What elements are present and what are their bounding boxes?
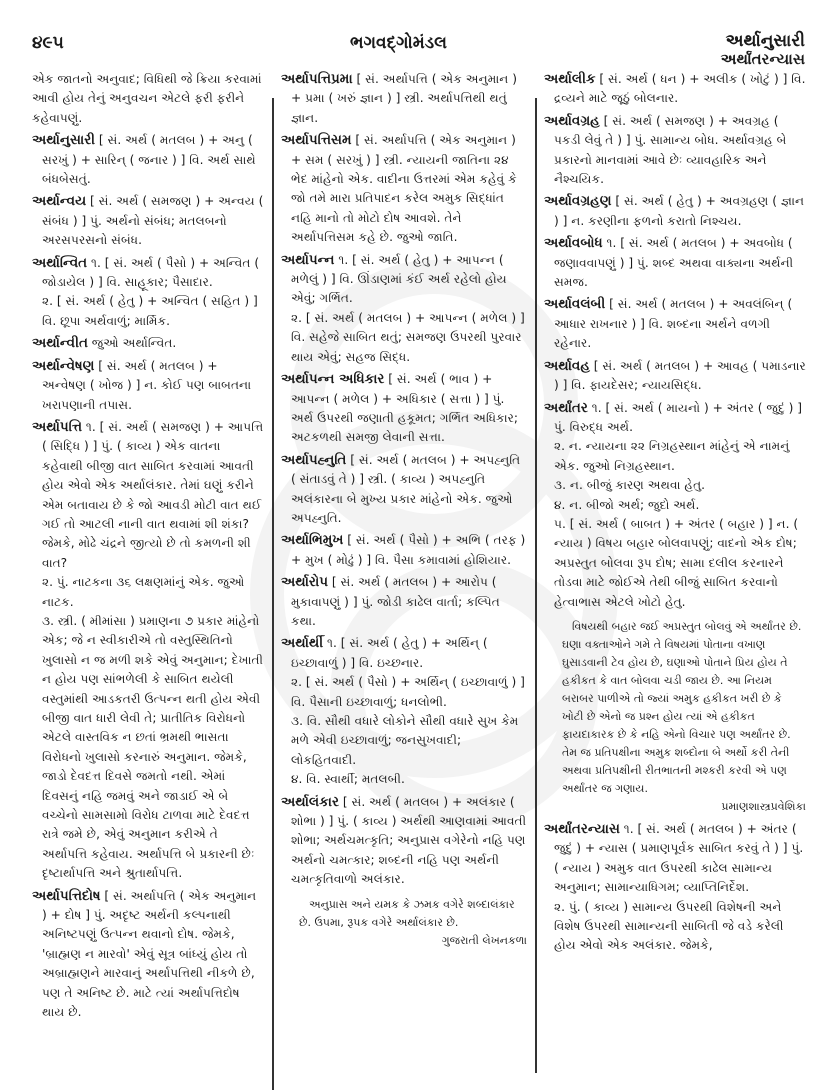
- sense-text: [ સં. અર્થ ( સમજણ ) + અવગ્રહ ( પકડી લેવું તે ) ] પું. સામાન્ય બોધ. અર્થાવગ્રહ બે પ્રકારનો માનવામાં આવે છેઃ વ્યાવહારિક અને નૈશ્ચયિક.: [554, 113, 787, 187]
- sense-text: ૧. [ સં. અર્થ ( મતલબ ) + અંતર ( જુદું ) + ન્યાસ ( પ્રમાણપૂર્વક સાબિત કરવું તે ) ] પું. ( ન્યાય ) અમુક વાત ઉપરથી કાઢેલ સામાન્ય અનુમાન; સામાન્યાધિગમ; વ્યાપ્તિનિર્દેશ.: [554, 821, 804, 895]
- sense-text: ૨. [ સં. અર્થ ( હેતુ ) + અન્વિત ( સહિત ) ] વિ. છૂપા અર્થવાળું; માર્મિક.: [42, 294, 258, 328]
- headword: અર્થાવબોધ: [544, 235, 603, 252]
- headword: અર્થાંતરન્યાસ: [544, 820, 620, 837]
- column-rule: [272, 98, 274, 1090]
- headword: અર્થાપન્ન: [281, 251, 335, 268]
- sense-text: [ સં. અર્થાપત્તિ ( એક અનુમાન ) + દોષ ] પું. અદૃષ્ટ અર્થની કલ્પનાથી અનિષ્ટપણું ઉત્પન્ન થવાનો દોષ. જેમકે, 'બ્રાહ્મણ ન મારવો' એવું સૂત્ર બાંધ્યું હોય તો અબ્રાહ્મણને મારવાનું અર્થાપત્તિથી નીકળે છે, પણ તે અનિષ્ટ છે. માટે ત્યાં અર્થાપત્તિદોષ થાય છે.: [42, 888, 257, 1020]
- headword: અર્થાપત્તિસમ: [281, 132, 352, 149]
- headword: અર્થાવગ્રહ: [544, 112, 600, 129]
- headword: અર્થાપત્તિ: [32, 418, 83, 435]
- dictionary-entry: [32, 254, 264, 332]
- sense-text: [ સં. અર્થ ( હેતુ ) + અવગ્રહણ ( જ્ઞાન ) ] ન. કરણીના ફળનો કરાતો નિશ્ચય.: [554, 194, 805, 228]
- headword: અર્થાર્થી: [281, 635, 324, 652]
- headword: અર્થાન્વય: [32, 193, 87, 210]
- dictionary-entry: [281, 251, 527, 367]
- dictionary-entry: [281, 370, 527, 448]
- headword: અર્થાનુસારી: [32, 132, 96, 149]
- sense-text: [ સં. અર્થ ( મતલબ ) + અવલંબિન્ ( આધાર રાખનાર ) ] વિ. શબ્દના અર્થને વળગી રહેનાર.: [554, 297, 793, 351]
- dictionary-entry: [544, 820, 806, 956]
- sense-text: ૧. [ સં. અર્થ ( સમજણ ) + આપત્તિ ( સિદ્ધિ ) ] પું. ( કાવ્ય ) એક વાતના કહેવાથી બીજી વાત સાબિત કરવામાં આવતી હોય એવો એક અર્થાલંકાર. તેમાં ઘણું કરીને એમ બતાવાય છે કે જો આવડી મોટી વાત થઈ ગઈ તો આટલી નાની વાત થવામાં શી શંકા? જેમકે, મોઢે ચંદ્રને જીત્યો છે તો કમળની શી વાત?: [42, 419, 264, 570]
- guide-word-last: અર્થાંતરન્યાસ: [720, 50, 805, 68]
- sense-text: ૪. ન. બીજો અર્થ; જુદો અર્થ.: [554, 497, 700, 512]
- sense-text: ૪. વિ. સ્વાર્થી; મતલબી.: [291, 772, 405, 787]
- entry-list: [32, 131, 264, 1022]
- entry-list: [544, 70, 806, 612]
- sense-text: ૫. [ સં. અર્થ ( બાબત ) + અંતર ( બહાર ) ] ન. ( ન્યાય ) વિષય બહાર બોલવાપણું; વાદનો એક દોષ; અપ્રસ્તુત બોલવા રૂપ દોષ; સામા દલીલ કરનારને તોડવા માટે જોઈએ તેથી બીજું સાબિત કરવાનો હેત્વાભાસ એટલે ખોટો હેતુ.: [554, 516, 799, 609]
- entry-list: [544, 820, 806, 956]
- column-rule: [535, 98, 537, 1073]
- sense-text: ૨. [ સં. અર્થ ( પૈસો ) + અર્થિન્ ( ઇચ્છાવાળું ) ] વિ. પૈસાની ઇચ્છાવાળું; ધનલોભી.: [291, 675, 525, 709]
- headword: અર્થાપત્તિપ્રમા: [281, 71, 353, 87]
- quotation-note: [544, 618, 806, 816]
- sense-text: [ સં. અર્થ ( ધન ) + અલીક ( ખોટું ) ] વિ. દ્રવ્યને માટે જૂઠું બોલનાર.: [554, 72, 806, 106]
- headword: અર્થાન્વિત: [32, 254, 88, 271]
- middle-column: [281, 70, 527, 954]
- dictionary-entry: [544, 70, 806, 109]
- sense-text: ૨. ન. ન્યાયના ૨૨ નિગ્રહસ્થાન માંહેનું એ નામનું એક. જુઓ નિગ્રહસ્થાન.: [554, 439, 790, 473]
- headword: અર્થાપહ્નુતિ: [281, 451, 347, 468]
- continuation-text: એક જાતનો અનુવાદ; વિધિથી જે ક્રિયા કરવામાં આવી હોય તેનું અનુવચન એટલે ફરી ફરીને કહેવાપણું.: [32, 72, 262, 125]
- sense-text: [ સં. અર્થ ( ભાવ ) + આપન્ન ( મળેલ ) + અધિકાર ( સત્તા ) ] પું. અર્થ ઉપરથી જણાતી હકૂમત; ગર્ભિત અધિકાર; અટકળથી સમજી લેવાની સત્તા.: [291, 372, 519, 445]
- dictionary-entry: [32, 334, 264, 353]
- dictionary-entry: [544, 295, 806, 353]
- guide-words: [721, 32, 805, 68]
- sense-text: જુઓ અર્થાન્વિત.: [91, 336, 177, 351]
- sense-text: ૧. [ સં. અર્થ ( હેતુ ) + આપન્ન ( મળેલું ) ] વિ. ઊંડાણમાં કંઈ અર્થ રહેલો હોય એવું; ગર્ભિત.: [291, 252, 507, 306]
- sense-text: [ સં. અર્થ ( મતલબ ) + આરોપ ( મુકાવાપણું ) ] પું. જોડી કાઢેલ વાર્તા; કલ્પિત કથા.: [291, 575, 500, 628]
- sense-text: ૧. [ સં. અર્થ ( પૈસો ) + અન્વિત ( જોડાયેલ ) ] વિ. સાહૂકાર; પૈસાદાર.: [42, 255, 260, 290]
- guide-word-first: અર્થાનુસારી: [725, 31, 805, 51]
- dictionary-entry: [544, 234, 806, 292]
- headword: અર્થાવગ્રહણ: [544, 193, 612, 210]
- headword: અર્થાવલંબી: [544, 296, 606, 313]
- note-source: પ્રમાણશાસ્ત્રપ્રવેશિકા: [721, 799, 806, 813]
- headword: અર્થાપન્ન અધિકાર: [281, 371, 385, 388]
- note-text: અનુપ્રાસ અને યમક કે ઝમક વગેરે શબ્દાલંકાર છે. ઉપમા, રૂપક વગેરે અર્થાલંકાર છે.: [299, 897, 515, 929]
- dictionary-entry: [544, 192, 806, 231]
- dictionary-entry: [281, 531, 527, 570]
- sense-text: ૨. પું. ( કાવ્ય ) સામાન્ય ઉપરથી વિશેષની અને વિશેષ ઉપરથી સામાન્યની સાબિતી જે વડે કરેલી હોય એવો એક અલંકાર. જેમકે,: [554, 899, 784, 953]
- sense-text: ૩. સ્ત્રી. ( મીમાંસા ) પ્રમાણના ૭ પ્રકાર માંહેનો એક; જે ન સ્વીકારીએ તો વસ્તુસ્થિતિનો ખુલાસો ન જ મળી શકે એવું અનુમાન; દેખાતી ન હોય પણ સાંભળેલી કે સાબિત થયેલી વસ્તુમાંથી આડકતરી ઉત્પન્ન થતી હોય એવી બીજી વાત ધારી લેવી તે; પ્રાતીતિક વિરોધનો એટલે વાસ્તવિક ન છતાં ભ્રમથી ભાસતા વિરોધનો ખુલાસો કરનારું અનુમાન. જેમકે, જાડો દેવદત્ત દિવસે જમતો નથી. એમાં દિવસનું નહિ જમવું અને જાડાઈ એ બે વચ્ચેનો સામસામો વિરોધ ટાળવા માટે દેવદત્ત રાત્રે જમે છે, એવું અનુમાન કરીએ તે અર્થાપત્તિ કહેવાય. અર્થાપત્તિ બે પ્રકારની છેઃ દૃષ્ટાર્થાપત્તિ અને શ્રુતાર્થાપત્તિ.: [42, 613, 264, 881]
- sense-text: [ સં. અર્થ ( સમજણ ) + અન્વય ( સંબંધ ) ] પું. અર્થનો સંબંધ; મતલબનો અરસપરસનો સંબંધ.: [42, 194, 264, 248]
- sense-text: [ સં. અર્થાપત્તિ ( એક અનુમાન ) + પ્રમા ( ખરું જ્ઞાન ) ] સ્ત્રી. અર્થાપત્તિથી થતું જ્ઞાન.: [291, 72, 518, 125]
- left-column: [32, 70, 264, 1026]
- page-number: ૪૯૫: [32, 33, 64, 53]
- headword: અર્થાન્વીત: [32, 335, 88, 352]
- sense-text: [ સં. અર્થ ( મતલબ ) + અનુ ( સરખું ) + સારિન્ ( જનાર ) ] વિ. અર્થ સાથે બંધબેસતું.: [42, 133, 256, 187]
- page-header: [0, 0, 825, 66]
- headword: અર્થાપત્તિદોષ: [32, 887, 101, 904]
- dictionary-entry: [32, 131, 264, 189]
- sense-text: ૧. [ સં. અર્થ ( હેતુ ) + અર્થિન્ ( ઇચ્છાવાળું ) ] વિ. ઇચ્છનાર.: [291, 636, 488, 670]
- sense-text: [ સં. અર્થ ( મતલબ ) + અલંકાર ( શોભા ) ] પું. ( કાવ્ય ) અર્થથી આણવામાં આવતી શોભા; અર્થચમત્કૃતિ; અનુપ્રાસ વગેરેનો નહિ પણ અર્થનો ચમત્કાર; શબ્દની નહિ પણ અર્થની ચમત્કૃતિવાળો અલંકાર.: [291, 794, 527, 887]
- note-source: ગુજરાતી લેખનકળા: [441, 933, 527, 947]
- dictionary-entry: [32, 887, 264, 1023]
- headword: અર્થારોપ: [281, 574, 329, 591]
- sense-text: ૩. ન. બીજું કારણ અથવા હેતુ.: [554, 478, 706, 493]
- dictionary-entry: [281, 573, 527, 631]
- dictionary-entry: [544, 357, 806, 396]
- dictionary-entry: [32, 192, 264, 250]
- sense-text: [ સં. અર્થ ( મતલબ ) + આવહ ( પમાડનાર ) ] વિ. ફાયદેસર; ન્યાયસિદ્ધ.: [554, 358, 806, 393]
- dictionary-entry: [544, 112, 806, 190]
- sense-text: [ સં. અર્થ ( મતલબ ) + અપહ્નુતિ ( સંતાડવું તે ) ] સ્ત્રી. ( કાવ્ય ) અપહ્નુતિ અલંકારના બે મુખ્ય પ્રકાર માંહેનો એક. જુઓ અપહ્નુતિ.: [291, 452, 521, 525]
- dictionary-entry: [32, 357, 264, 415]
- running-title: ભગવદ્ગોમંડલ: [350, 33, 447, 53]
- dictionary-entry: [281, 793, 527, 890]
- dictionary-entry: [281, 634, 527, 789]
- headword: અર્થાન્વેષણ: [32, 357, 95, 374]
- dictionary-entry: [281, 70, 527, 128]
- sense-text: ૨. પું. નાટકના ૩૬ લક્ષણમાંનું એક. જુઓ નાટક.: [42, 575, 245, 609]
- sense-text: ૧. [ સં. અર્થ ( મતલબ ) + અવબોધ ( જણાવવાપણું ) ] પું. શબ્દ અથવા વાક્યના અર્થની સમજ.: [554, 236, 794, 290]
- dictionary-entry: [32, 418, 264, 884]
- sense-text: [ સં. અર્થ ( પૈસો ) + અભિ ( તરફ ) + મુખ ( મોઢું ) ] વિ. પૈસા કમાવામાં હોશિયાર.: [291, 533, 526, 567]
- sense-text: ૨. [ સં. અર્થ ( મતલબ ) + આપન્ન ( મળેલ ) ] વિ. સહેજે સાબિત થતું; સમજણ ઉપરથી પુરવાર થાય એવું; સહજ સિદ્ધ.: [291, 310, 525, 364]
- dictionary-entry: [544, 399, 806, 612]
- sense-text: [ સં. અર્થ ( મતલબ ) + અન્વેષણ ( ખોજ ) ] ન. કોઈ પણ બાબતના ખરાપણાની તપાસ.: [42, 358, 252, 412]
- headword: અર્થાંતર: [544, 399, 588, 416]
- dictionary-entry: [281, 131, 527, 247]
- headword: અર્થાલંકાર: [281, 793, 339, 810]
- quotation-note: [281, 896, 527, 950]
- right-column: [544, 70, 806, 959]
- sense-text: ૧. [ સં. અર્થ ( માયનો ) + અંતર ( જુદું ) ] પું. વિરુદ્ધ અર્થ.: [554, 400, 803, 434]
- headword: અર્થાભિમુખ: [281, 532, 344, 549]
- note-text: વિષયથી બહાર જઈ અપ્રસ્તુત બોલવું એ અર્થાંતર છે. ઘણા વક્તાઓને ગમે તે વિષયમાં પોતાના વખાણ ઘુસાડવાની ટેવ હોય છે, ઘણાઓ પોતાને પ્રિય હોય તે હકીકત કે વાત બોલવા ચડી જાય છે. આ નિયમ બરાબર પાળીએ તો જ્યાં અમુક હકીકત ખરી છે કે ખોટી છે એનો જ પ્રશ્ન હોય ત્યાં એ હકીકત ફાયદાકારક છે કે નહિ એનો વિચાર પણ અર્થાંતર છે. તેમ જ પ્રતિપક્ષીના અમુક શબ્દોના બે અર્થો કરી તેની અથવા પ્રતિપક્ષીની રીતભાતની મશ્કરી કરવી એ પણ અર્થાંતર જ ગણાય.: [562, 619, 802, 795]
- dictionary-entry: [281, 451, 527, 529]
- entry-list: [281, 70, 527, 890]
- sense-text: [ સં. અર્થાપત્તિ ( એક અનુમાન ) + સમ ( સરખું ) ] સ્ત્રી. ન્યાયની જાતિના ૨૪ ભેદ માંહેનો એક. વાદીના ઉત્તરમાં એમ કહેવું કે જો તમે મારા પ્રતિપાદન કરેલ અમુક સિદ્ધાંત નહિ માનો તો મોટો દોષ આવશે. તેને અર્થાપત્તિસમ કહે છે. જુઓ જાતિ.: [291, 133, 517, 245]
- headword: અર્થાલીક: [544, 71, 596, 87]
- headword: અર્થાવહ: [544, 357, 590, 374]
- sense-text: ૩. વિ. સૌથી વધારે લોકોને સૌથી વધારે સુખ કેમ મળે એવી ઇચ્છાવાળું; જનસુખવાદી; લોકહિતવાદી.: [291, 714, 519, 767]
